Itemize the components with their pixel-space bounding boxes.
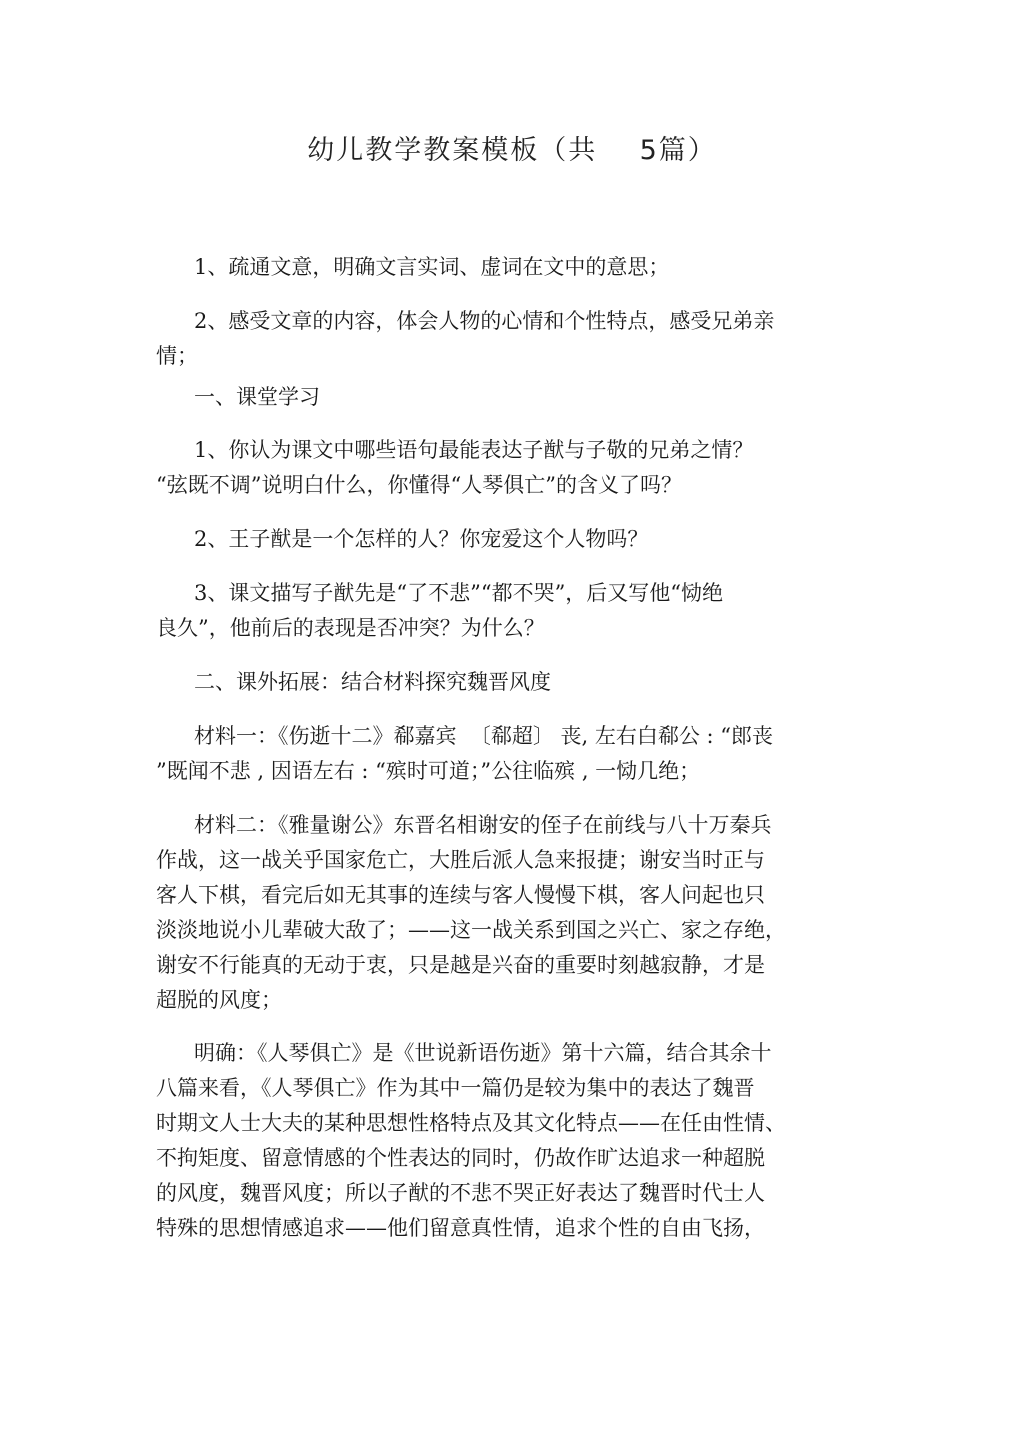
text-line: 情； xyxy=(156,344,198,368)
paragraph-material-2 xyxy=(156,808,856,1018)
text-line: 八篇来看，《人琴俱亡》作为其中一篇仍是较为集中的表达了魏晋 xyxy=(156,1076,755,1100)
text-line: 一、课堂学习 xyxy=(194,385,320,409)
text-line: 2、感受文章的内容，体会人物的心情和个性特点，感受兄弟亲 xyxy=(194,309,775,333)
text-line: 2、王子猷是一个怎样的人？你宠爱这个人物吗？ xyxy=(194,527,649,551)
text-line: 谢安不行能真的无动于衷，只是越是兴奋的重要时刻越寂静，才是 xyxy=(156,953,765,977)
text-line: 1、你认为课文中哪些语句最能表达子猷与子敬的兄弟之情？ xyxy=(194,438,754,462)
paragraph-question-2 xyxy=(156,522,856,557)
document-title: 幼儿教学教案模板（共 5篇） xyxy=(307,135,717,166)
text-line: 1、疏通文意，明确文言实词、虚词在文中的意思； xyxy=(194,255,670,279)
text-line: 3、课文描写子猷先是“了不悲”“都不哭”，后又写他“恸绝 xyxy=(194,581,724,605)
text-line: ”既闻不悲 , 因语左右 : “殡时可道；”公往临殡 , 一恸几绝； xyxy=(156,759,701,783)
text-line: 的风度，魏晋风度；所以子猷的不悲不哭正好表达了魏晋时代士人 xyxy=(156,1181,765,1205)
paragraph-question-1 xyxy=(156,433,856,503)
document-body xyxy=(156,250,856,1265)
text-line: 作战，这一战关乎国家危亡，大胜后派人急来报捷；谢安当时正与 xyxy=(156,848,765,872)
text-line: 良久”，他前后的表现是否冲突？为什么？ xyxy=(156,616,545,640)
text-line: 材料二：《雅量谢公》东晋名相谢安的侄子在前线与八十万秦兵 xyxy=(194,813,772,837)
text-line: 客人下棋，看完后如无其事的连续与客人慢慢下棋，客人问起也只 xyxy=(156,883,765,907)
text-line: 不拘矩度、留意情感的个性表达的同时，仍故作旷达追求一种超脱 xyxy=(156,1146,765,1170)
text-line: “弦既不调”说明白什么，你懂得“人琴俱亡”的含义了吗？ xyxy=(156,473,682,497)
paragraph-question-3 xyxy=(156,576,856,646)
text-line: 材料一：《伤逝十二》郗嘉宾 〔郗超〕 丧, 左右白郗公 : “郎丧 xyxy=(194,724,774,748)
text-line: 二、课外拓展：结合材料探究魏晋风度 xyxy=(194,670,551,694)
text-line: 特殊的思想情感追求——他们留意真性情，追求个性的自由飞扬， xyxy=(156,1216,765,1240)
paragraph-goal-1 xyxy=(156,250,856,285)
text-line: 超脱的风度； xyxy=(156,988,282,1012)
paragraph-goal-2 xyxy=(156,304,856,374)
paragraph-clarification xyxy=(156,1036,856,1246)
text-line: 淡淡地说小儿辈破大敌了；——这一战关系到国之兴亡、家之存绝， xyxy=(156,918,786,942)
section-heading-extension xyxy=(156,665,856,700)
paragraph-material-1 xyxy=(156,719,856,789)
text-line: 时期文人士大夫的某种思想性格特点及其文化特点——在任由性情、 xyxy=(156,1111,786,1135)
section-heading-classroom xyxy=(156,380,856,415)
text-line: 明确：《人琴俱亡》是《世说新语伤逝》第十六篇，结合其余十 xyxy=(194,1041,772,1065)
